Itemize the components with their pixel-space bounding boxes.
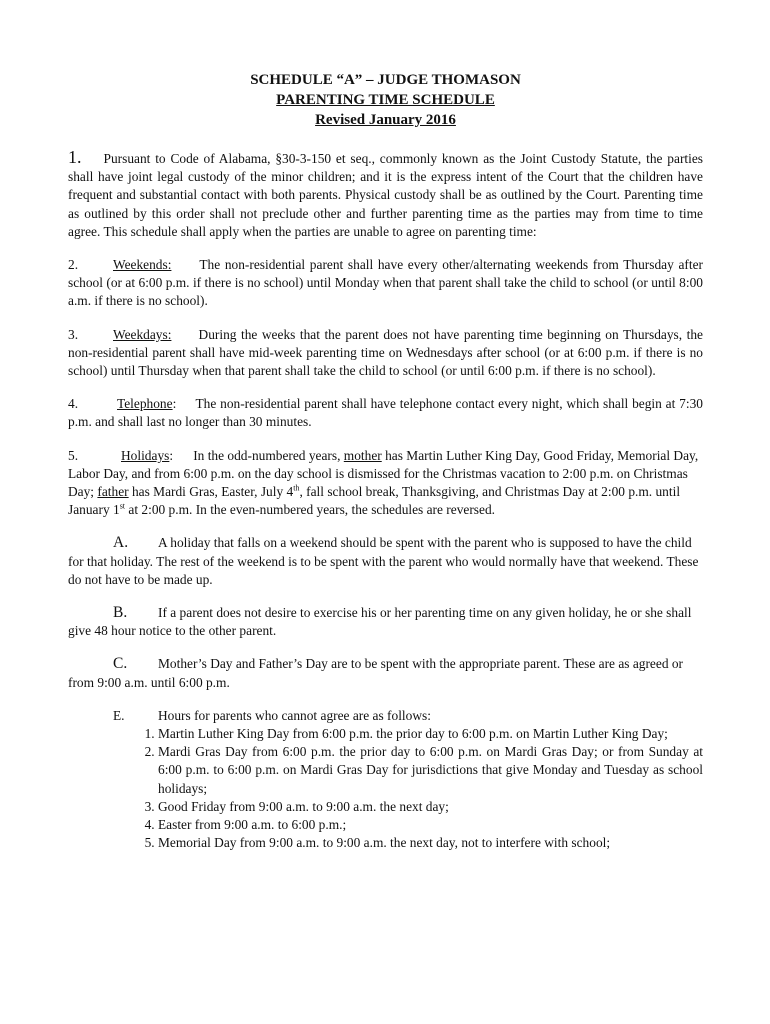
father-term: father [97,484,129,500]
section-title: Telephone [117,396,173,412]
subparagraph-letter: C. [113,655,128,673]
subparagraph-intro: Hours for parents who cannot agree are as follows: [158,707,431,723]
schedule-subtitle: PARENTING TIME SCHEDULE [276,92,495,108]
subparagraph-c [68,655,703,691]
subparagraph-text: Mother’s Day and Father’s Day are to be spent with the appropriate parent. These are as agreed or from 9:00 a.m. until 6:00 p.m. [68,656,684,690]
subparagraph-text: A holiday that falls on a weekend should be spent with the parent who is supposed to have the child for that holiday. The rest of the weekend is to be spent with the parent who would normally have that weekend. These do not have to be made up. [68,535,699,587]
subparagraph-letter: A. [113,534,129,552]
document-page [68,70,703,853]
section-title: Weekdays: [113,326,172,342]
revision-date: Revised January 2016 [315,112,456,128]
subparagraph-e [68,707,703,853]
section-title: Weekends: [113,257,172,273]
list-item: 2. Mardi Gras Day from 6:00 p.m. the prior day to 6:00 p.m. on Mardi Gras Day; or from Sunday at 6:00 p.m. to 6:00 p.m. on Mardi Gras Day for jurisdictions that give Monday and Tuesday as school holidays; [158,743,703,798]
paragraph-2-weekends [68,256,703,311]
paragraph-text: Pursuant to Code of Alabama, §30-3-150 et seq., commonly known as the Joint Custody Statute, the parties shall have joint legal custody of the minor children; and it is the express intent of the Court that the children have frequent and substantial contact with both parents. Physical custody shall be as outlined by the Court. Parenting time as outlined by this order shall not preclude other and further parenting time as the parties may from time to time agree. This schedule shall apply when the parties are unable to agree on parenting time: [68,151,703,239]
paragraph-text: The non-residential parent shall have telephone contact every night, which shall begin at 7:30 p.m. and shall last no longer than 30 minutes. [68,396,703,430]
holiday-hours-list [68,725,703,852]
paragraph-text: The non-residential parent shall have every other/alternating weekends from Thursday after school (or at 6:00 p.m. if there is no school) until Monday when that parent shall take the child to school (or until 8:00 a.m. if there is no school). [68,257,703,309]
subparagraph-a [68,534,703,589]
paragraph-number: 5. [68,447,79,463]
paragraph-4-telephone: 4. Telephone: The non-residential parent shall have telephone contact every night, which shall begin at 7:30 p.m. and shall last no longer than 30 minutes. [68,396,703,430]
document-header [68,70,703,130]
schedule-title: SCHEDULE “A” – JUDGE THOMASON [250,72,521,88]
mother-term: mother [343,447,382,463]
paragraph-5-holidays: 5. Holidays: In the odd-numbered years, mother has Martin Luther King Day, Good Friday, Memorial Day, Labor Day, and from 6:00 p.m. on the day school is dismissed for the Christmas vacation to 2:00 p.m. on Christmas Day; father has Mardi Gras, Easter, July 4th, fall school break, Thanksgiving, and Christmas Day at 2:00 p.m. until January 1st at 2:00 p.m. In the even-numbered years, the schedules are reversed. [68,447,699,518]
paragraph-3-weekdays [68,326,703,381]
paragraph-number: 3. [68,326,79,342]
paragraph-number: 2. [68,257,79,273]
subparagraph-letter: E. [113,707,125,723]
section-title: Holidays [121,447,170,463]
paragraph-number: 1. [68,147,82,167]
paragraph-number: 4. [68,396,79,412]
list-item: 3. Good Friday from 9:00 a.m. to 9:00 a.m. the next day; [158,798,703,816]
list-item: 5. Memorial Day from 9:00 a.m. to 9:00 a.m. the next day, not to interfere with school; [158,834,703,852]
subparagraph-b [68,604,703,640]
subparagraph-letter: B. [113,604,128,622]
paragraph-text: During the weeks that the parent does not have parenting time beginning on Thursdays, the non-residential parent shall have mid-week parenting time on Wednesdays after school (or at 6:00 p.m. if there is no school) until Thursday when that parent shall take the child to school (or until 6:00 p.m. if there is no school). [68,326,703,379]
list-item: 1. Martin Luther King Day from 6:00 p.m. the prior day to 6:00 p.m. on Martin Luther King Day; [158,725,703,743]
list-item: 4. Easter from 9:00 a.m. to 6:00 p.m.; [158,816,703,834]
paragraph-1 [68,148,703,241]
subparagraph-text: If a parent does not desire to exercise his or her parenting time on any given holiday, he or she shall give 48 hour notice to the other parent. [68,605,692,639]
